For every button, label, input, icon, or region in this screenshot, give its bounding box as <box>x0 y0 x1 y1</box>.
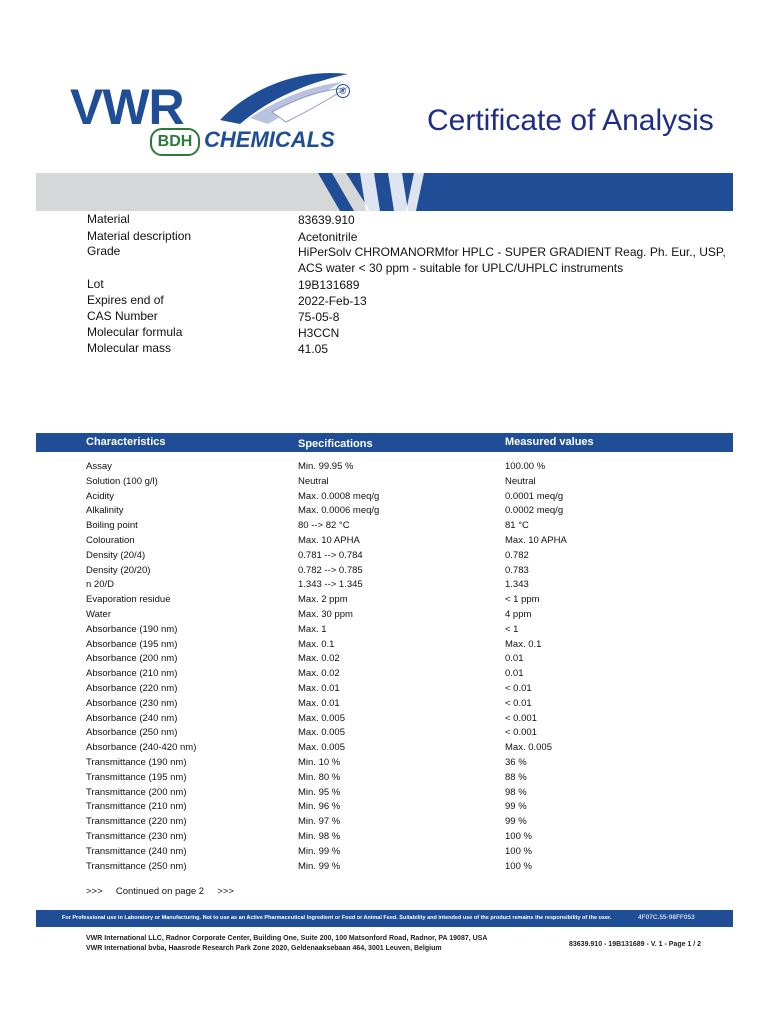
header-characteristics: Characteristics <box>86 436 166 448</box>
specification-cell: Neutral <box>298 475 329 487</box>
table-row <box>0 771 768 785</box>
measured-value-cell: 0.783 <box>505 564 529 576</box>
measured-value-cell: < 0.01 <box>505 697 532 709</box>
info-label-material: Material <box>87 212 130 226</box>
characteristic-cell: Transmittance (210 nm) <box>86 801 187 813</box>
measured-value-cell: Neutral <box>505 475 536 487</box>
characteristic-cell: Transmittance (220 nm) <box>86 816 187 828</box>
measured-value-cell: 0.01 <box>505 668 524 680</box>
table-row <box>0 815 768 829</box>
table-row <box>0 845 768 859</box>
table-row <box>0 756 768 770</box>
characteristic-cell: Transmittance (195 nm) <box>86 771 187 783</box>
specification-cell: Min. 99.95 % <box>298 461 354 472</box>
info-label-mass: Molecular mass <box>87 341 172 355</box>
measured-value-cell: 0.01 <box>505 653 524 665</box>
table-row <box>0 623 768 637</box>
characteristic-cell: Evaporation residue <box>86 594 171 606</box>
specification-cell: Min. 99 % <box>298 860 341 872</box>
table-row <box>0 652 768 666</box>
table-row <box>0 578 768 592</box>
measured-value-cell: 99 % <box>505 816 527 828</box>
measured-value-cell: 99 % <box>505 801 527 813</box>
specification-cell: 1.343 --> 1.345 <box>298 579 363 591</box>
table-row <box>0 564 768 578</box>
table-row <box>0 726 768 740</box>
header-specifications: Specifications <box>298 438 373 450</box>
footer-disclaimer: For Professional use in Laboratory or Manufacturing. Not to use as an Active Pharmaceutical Ingredient or Food or Animal Feed. Suitability and intended use of the product remains the responsibility of the user. <box>62 915 612 921</box>
specification-cell: Max. 0.02 <box>298 668 340 680</box>
specification-cell: Max. 0.1 <box>298 638 335 650</box>
specification-cell: Min. 97 % <box>298 816 341 828</box>
characteristic-cell: Transmittance (190 nm) <box>86 757 187 768</box>
characteristic-cell: Alkalinity <box>86 505 124 517</box>
measured-value-cell: 1.343 <box>505 579 529 591</box>
table-row <box>0 534 768 548</box>
table-row <box>0 741 768 755</box>
info-value-grade: HiPerSolv CHROMANORMfor HPLC - SUPER GRADIENT Reag. Ph. Eur., USP, ACS water < 30 ppm - suitable for UPLC/UHPLC instruments <box>298 245 726 275</box>
table-row <box>0 830 768 844</box>
table-row <box>0 638 768 652</box>
specification-cell: Min. 96 % <box>298 801 341 813</box>
specification-cell: Min. 99 % <box>298 845 341 857</box>
info-value-expires: 2022-Feb-13 <box>298 294 367 308</box>
specification-cell: 0.781 --> 0.784 <box>298 549 363 561</box>
measured-value-cell: 36 % <box>505 757 527 768</box>
characteristic-cell: Absorbance (195 nm) <box>86 638 178 650</box>
page-reference: 83639.910 - 19B131689 - V. 1 - Page 1 / 2 <box>569 941 702 948</box>
page-title: Certificate of Analysis <box>427 104 714 137</box>
specification-cell: Max. 0.01 <box>298 683 340 694</box>
characteristic-cell: Absorbance (230 nm) <box>86 697 178 709</box>
measured-value-cell: 88 % <box>505 771 527 783</box>
info-label-formula: Molecular formula <box>87 325 183 339</box>
measured-value-cell: 0.0002 meq/g <box>505 505 564 517</box>
info-label-cas: CAS Number <box>87 309 158 323</box>
address-belgium: VWR International bvba, Haasrode Research Park Zone 2020, Geldenaaksebaan 464, 3001 Leuven, Belgium <box>86 945 442 952</box>
characteristic-cell: Absorbance (210 nm) <box>86 668 178 680</box>
specification-cell: Max. 0.0006 meq/g <box>298 505 380 517</box>
table-row <box>0 697 768 711</box>
specification-cell: Min. 80 % <box>298 771 341 783</box>
table-row <box>0 593 768 607</box>
table-row <box>0 504 768 518</box>
chemicals-text: CHEMICALS <box>204 127 335 152</box>
table-header <box>36 433 733 452</box>
measured-value-cell: 4 ppm <box>505 609 532 620</box>
table-row <box>0 712 768 726</box>
characteristic-cell: Transmittance (230 nm) <box>86 831 187 842</box>
specification-cell: Max. 0.0008 meq/g <box>298 490 380 502</box>
info-label-description: Material description <box>87 229 192 243</box>
characteristic-cell: Water <box>86 609 111 620</box>
bdh-badge: BDH <box>150 128 200 156</box>
specification-cell: Min. 98 % <box>298 831 341 842</box>
footer-code: 4F07C.55-98FF053 <box>638 914 695 921</box>
table-row <box>0 475 768 489</box>
table-row <box>0 800 768 814</box>
characteristic-cell: Transmittance (240 nm) <box>86 845 187 857</box>
header-measured-values: Measured values <box>505 436 594 448</box>
characteristic-cell: Colouration <box>86 535 135 546</box>
specification-cell: Min. 10 % <box>298 757 341 768</box>
specification-cell: Max. 0.02 <box>298 653 340 665</box>
characteristic-cell: Density (20/20) <box>86 564 151 576</box>
registered-mark: ® <box>336 84 350 98</box>
characteristic-cell: Absorbance (240-420 nm) <box>86 742 197 754</box>
specification-cell: Max. 30 ppm <box>298 609 353 620</box>
measured-value-cell: 100 % <box>505 831 532 842</box>
measured-value-cell: 0.0001 meq/g <box>505 490 564 502</box>
characteristic-cell: Absorbance (250 nm) <box>86 727 178 739</box>
characteristic-cell: Absorbance (200 nm) <box>86 653 178 665</box>
info-value-mass: 41.05 <box>298 342 329 356</box>
measured-value-cell: Max. 0.1 <box>505 638 542 650</box>
specification-cell: Max. 2 ppm <box>298 594 348 606</box>
specification-cell: Max. 1 <box>298 623 327 635</box>
info-label-grade: Grade <box>87 244 121 258</box>
address-usa: VWR International LLC, Radnor Corporate Center, Building One, Suite 200, 100 Matsonford Road, Radnor, PA 19087, USA <box>86 935 488 942</box>
specification-cell: Min. 95 % <box>298 786 341 798</box>
measured-value-cell: < 0.01 <box>505 683 532 694</box>
table-row <box>0 667 768 681</box>
characteristic-cell: n 20/D <box>86 579 114 591</box>
table-row <box>0 860 768 874</box>
table-row <box>0 608 768 622</box>
measured-value-cell: < 1 ppm <box>505 594 540 606</box>
info-value-formula: H3CCN <box>298 326 340 340</box>
characteristic-cell: Assay <box>86 461 112 472</box>
table-row <box>0 682 768 696</box>
table-row <box>0 519 768 533</box>
measured-value-cell: 0.782 <box>505 549 529 561</box>
characteristic-cell: Transmittance (250 nm) <box>86 860 187 872</box>
footer-band <box>36 910 733 927</box>
specification-cell: 80 --> 82 °C <box>298 520 350 532</box>
specification-cell: Max. 0.005 <box>298 712 345 724</box>
info-value-material: 83639.910 <box>298 213 355 227</box>
info-value-description: Acetonitrile <box>298 230 358 244</box>
info-value-cas: 75-05-8 <box>298 310 340 324</box>
characteristic-cell: Boiling point <box>86 520 138 532</box>
specification-cell: 0.782 --> 0.785 <box>298 564 363 576</box>
specification-cell: Max. 0.005 <box>298 727 345 739</box>
measured-value-cell: < 0.001 <box>505 712 537 724</box>
specification-cell: Max. 0.01 <box>298 697 340 709</box>
measured-value-cell: Max. 0.005 <box>505 742 552 754</box>
info-value-lot: 19B131689 <box>298 278 360 292</box>
measured-value-cell: 98 % <box>505 786 527 798</box>
measured-value-cell: 100 % <box>505 860 532 872</box>
specification-cell: Max. 10 APHA <box>298 535 360 546</box>
measured-value-cell: 100.00 % <box>505 461 546 472</box>
table-row <box>0 786 768 800</box>
measured-value-cell: 81 °C <box>505 520 529 532</box>
table-row <box>0 549 768 563</box>
specification-cell: Max. 0.005 <box>298 742 345 754</box>
characteristic-cell: Absorbance (190 nm) <box>86 623 178 635</box>
characteristic-cell: Density (20/4) <box>86 549 146 561</box>
table-row <box>0 460 768 474</box>
characteristic-cell: Transmittance (200 nm) <box>86 786 187 798</box>
characteristic-cell: Solution (100 g/l) <box>86 475 158 487</box>
info-label-expires: Expires end of <box>87 293 164 307</box>
vwr-swoosh-icon <box>210 68 360 128</box>
measured-value-cell: < 0.001 <box>505 727 537 739</box>
characteristic-cell: Acidity <box>86 490 114 502</box>
measured-value-cell: 100 % <box>505 845 532 857</box>
measured-value-cell: Max. 10 APHA <box>505 535 567 546</box>
header-banner <box>36 173 733 211</box>
info-label-lot: Lot <box>87 277 104 291</box>
measured-value-cell: < 1 <box>505 623 519 635</box>
table-row <box>0 490 768 504</box>
characteristic-cell: Absorbance (220 nm) <box>86 683 178 694</box>
continued-note: >>> Continued on page 2 >>> <box>86 886 234 897</box>
vwr-logo-text: VWR <box>70 79 184 135</box>
characteristic-cell: Absorbance (240 nm) <box>86 712 178 724</box>
